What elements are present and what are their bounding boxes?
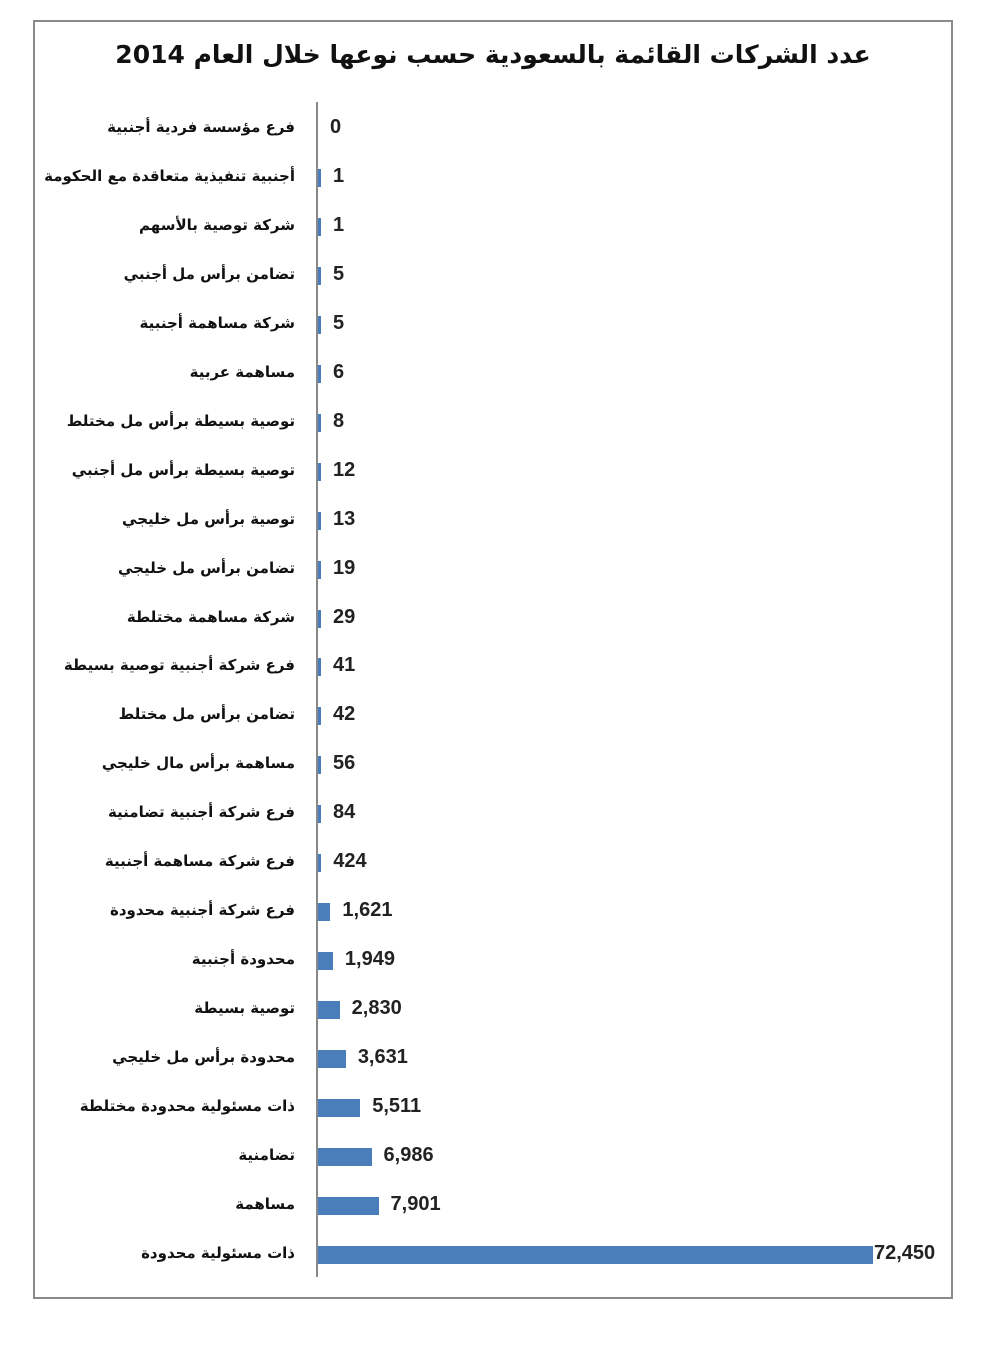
value-label: 5,511	[372, 1095, 422, 1117]
value-label: 19	[333, 556, 356, 579]
bar-row	[35, 110, 951, 150]
bar	[318, 365, 321, 383]
value-label: 6	[333, 360, 345, 383]
category-label: فرع مؤسسة فردية أجنبية	[107, 118, 295, 136]
category-label: توصية بسيطة برأس مل مختلط	[66, 411, 295, 430]
value-label: 1,621	[342, 899, 393, 922]
bar	[318, 658, 321, 676]
bar	[318, 1246, 873, 1264]
bar	[318, 169, 321, 187]
bar	[318, 561, 321, 579]
bar-row	[35, 1187, 951, 1227]
value-label: 12	[333, 458, 356, 481]
bar-row	[35, 991, 951, 1031]
bar-row	[35, 600, 951, 640]
value-label: 41	[333, 654, 356, 677]
chart-frame	[33, 20, 953, 1299]
category-label: ذات مسئولية محدودة	[141, 1243, 295, 1262]
value-label: 7,901	[390, 1192, 441, 1215]
bar-row	[35, 1040, 951, 1080]
bar	[318, 805, 321, 823]
bar-row	[35, 697, 951, 737]
category-label: شركة توصية بالأسهم	[139, 215, 295, 234]
category-label: مساهمة عربية	[189, 362, 295, 381]
category-label: شركة مساهمة مختلطة	[126, 607, 295, 626]
value-label: 1	[333, 164, 345, 187]
bar-row	[35, 844, 951, 884]
category-label: فرع شركة أجنبية توصية بسيطة	[63, 656, 295, 675]
value-label: 5	[333, 311, 345, 334]
bar-row	[35, 648, 951, 688]
category-label: تضامن برأس مل أجنبي	[123, 264, 295, 283]
bar	[318, 903, 330, 921]
category-label: توصية بسيطة برأس مل أجنبي	[71, 460, 295, 479]
chart-title: عدد الشركات القائمة بالسعودية حسب نوعها خلال العام 2014	[115, 40, 871, 69]
category-label: فرع شركة مساهمة أجنبية	[104, 852, 295, 871]
category-label: فرع شركة أجنبية تضامنية	[107, 803, 295, 822]
value-label: 1,949	[344, 948, 395, 971]
bar	[318, 1197, 379, 1215]
value-label: 42	[333, 703, 356, 726]
bar-row	[35, 355, 951, 395]
bar	[318, 463, 321, 481]
value-label: 72,450	[874, 1241, 936, 1264]
category-label: أجنبية تنفيذية متعاقدة مع الحكومة	[44, 166, 295, 185]
value-label: 8	[333, 409, 345, 432]
category-label: مساهمة	[235, 1194, 295, 1213]
bar	[318, 267, 321, 285]
bar-row	[35, 306, 951, 346]
bar	[318, 414, 321, 432]
value-label: 56	[333, 752, 356, 775]
value-label: 1	[333, 213, 345, 236]
value-label: 3,631	[357, 1046, 408, 1069]
category-label: تضامن برأس مل خليجي	[117, 558, 295, 577]
value-label: 29	[333, 605, 356, 628]
category-label: ذات مسئولية محدودة مختلطة	[79, 1097, 295, 1115]
bar-row	[35, 502, 951, 542]
value-label: 2,830	[351, 997, 402, 1020]
bar-row	[35, 159, 951, 199]
bar-row	[35, 893, 951, 933]
category-label: توصية بسيطة	[194, 999, 295, 1018]
bar-row	[35, 1138, 951, 1178]
value-label: 424	[333, 850, 367, 873]
value-label: 0	[330, 116, 342, 138]
bar-row	[35, 453, 951, 493]
category-label: تضامن برأس مل مختلط	[118, 705, 295, 724]
bar	[318, 1050, 346, 1068]
value-label: 6,986	[383, 1143, 434, 1166]
bar	[318, 512, 321, 530]
bar-row	[35, 942, 951, 982]
category-label: توصية برأس مل خليجي	[122, 509, 295, 528]
bar	[318, 756, 321, 774]
bar	[318, 1148, 372, 1166]
category-label: محدودة برأس مل خليجي	[112, 1048, 295, 1067]
bar	[318, 952, 333, 970]
value-label: 13	[333, 507, 356, 530]
bar	[318, 1001, 340, 1019]
value-label: 5	[333, 262, 345, 285]
bar	[318, 610, 321, 628]
bar-row	[35, 1236, 951, 1276]
bar-row	[35, 404, 951, 444]
category-label: فرع شركة أجنبية محدودة	[109, 901, 295, 920]
category-label: مساهمة برأس مال خليجي	[101, 754, 295, 773]
category-label: محدودة أجنبية	[191, 950, 295, 969]
category-label: شركة مساهمة أجنبية	[139, 313, 295, 332]
bar-row	[35, 208, 951, 248]
bar-row	[35, 257, 951, 297]
bar	[318, 854, 321, 872]
bar-row	[35, 551, 951, 591]
bar-row	[35, 1089, 951, 1129]
bar	[318, 1099, 360, 1117]
value-label: 84	[333, 801, 356, 824]
bar-row	[35, 746, 951, 786]
category-label: تضامنية	[238, 1145, 295, 1164]
bar	[318, 218, 321, 236]
bar-row	[35, 795, 951, 835]
bar	[318, 316, 321, 334]
bar	[318, 707, 321, 725]
